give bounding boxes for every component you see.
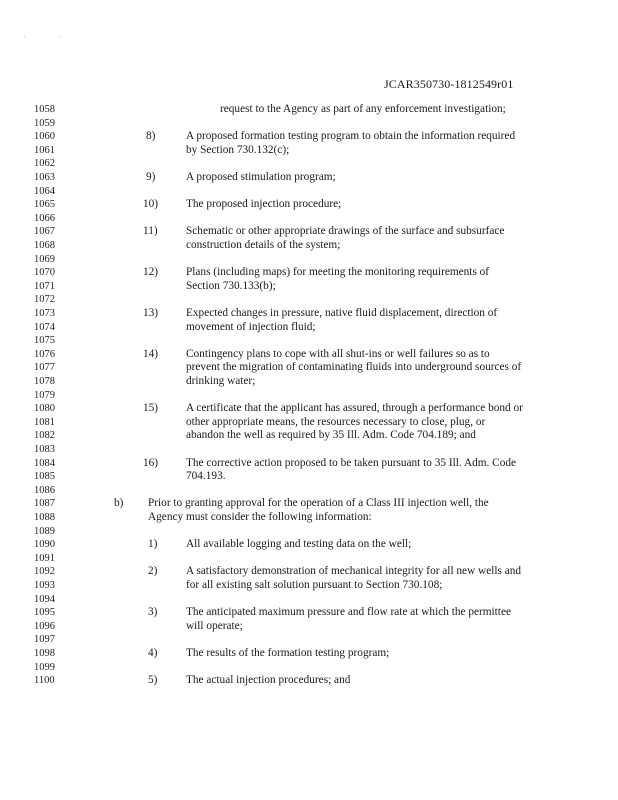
line-number: 1058 — [34, 104, 55, 115]
body-line: will operate; — [186, 619, 243, 632]
line-number: 1059 — [34, 117, 55, 129]
body-line: The corrective action proposed to be taken pursuant to 35 Ill. Adm. Code — [186, 456, 517, 469]
item-label: 8) — [146, 130, 156, 143]
line-number: 1091 — [34, 552, 55, 564]
body-line: Plans (including maps) for meeting the monitoring requirements of — [186, 266, 490, 279]
line-number: 1073 — [34, 308, 55, 319]
body-line: Agency must consider the following information: — [148, 511, 372, 523]
body-line: The actual injection procedures; and — [186, 674, 351, 687]
line-number: 1060 — [34, 131, 55, 143]
line-number: 1083 — [34, 444, 55, 455]
item-label: 4) — [148, 647, 158, 659]
line-number: 1088 — [34, 512, 55, 523]
line-number: 1082 — [34, 430, 55, 442]
line-number: 1070 — [34, 267, 55, 279]
line-number: 1084 — [34, 457, 55, 469]
line-number: 1077 — [34, 362, 55, 374]
scan-mark: ' — [24, 36, 26, 42]
scan-mark: ' — [60, 36, 62, 42]
line-number: 1093 — [34, 580, 55, 591]
line-number: 1076 — [34, 348, 55, 360]
item-label: 1) — [148, 538, 158, 551]
body-line: A proposed formation testing program to obtain the information required — [186, 130, 516, 143]
line-number: 1062 — [34, 158, 55, 170]
body-line: A satisfactory demonstration of mechanical integrity for all new wells and — [186, 565, 522, 578]
item-label: 16) — [143, 456, 159, 469]
line-number: 1097 — [34, 634, 55, 646]
line-number: 1068 — [34, 240, 55, 251]
body-line: Contingency plans to cope with all shut-ins or well failures so as to — [186, 347, 490, 360]
body-line: Expected changes in pressure, native fluid displacement, direction of — [186, 307, 498, 319]
body-line: Prior to granting approval for the operation of a Class III injection well, the — [148, 497, 489, 510]
body-line: construction details of the system; — [186, 239, 341, 251]
body-line: 704.193. — [186, 470, 226, 483]
item-label: 12) — [143, 266, 159, 279]
item-label: 5) — [148, 674, 158, 687]
line-number: 1079 — [34, 389, 55, 401]
line-number: 1067 — [34, 226, 55, 238]
body-line: request to the Agency as part of any enforcement investigation; — [220, 103, 506, 115]
line-number: 1094 — [34, 593, 55, 605]
item-label: 11) — [143, 225, 158, 238]
item-label: 15) — [143, 402, 159, 415]
document-id: JCAR350730-1812549r01 — [384, 77, 514, 91]
body-line: by Section 730.132(c); — [186, 143, 290, 156]
line-number: 1086 — [34, 484, 55, 496]
line-number: 1072 — [34, 294, 55, 306]
line-number: 1090 — [34, 539, 55, 551]
item-label: 10) — [143, 198, 159, 211]
body-line: The proposed injection procedure; — [186, 198, 342, 211]
line-number: 1098 — [34, 648, 55, 659]
line-number: 1065 — [34, 199, 55, 211]
item-label: 2) — [148, 565, 158, 578]
line-number: 1071 — [34, 280, 55, 292]
line-number: 1081 — [34, 416, 55, 428]
line-number: 1089 — [34, 525, 55, 537]
body-line: movement of injection fluid; — [186, 320, 316, 333]
line-number: 1061 — [34, 144, 55, 156]
body-line: The anticipated maximum pressure and flow rate at which the permittee — [186, 606, 511, 619]
body-line: other appropriate means, the resources necessary to close, plug, or — [186, 415, 486, 428]
line-number: 1092 — [34, 566, 55, 578]
line-number: 1096 — [34, 620, 55, 632]
line-number: 1075 — [34, 335, 55, 347]
item-label: b) — [114, 497, 124, 510]
item-label: 14) — [143, 347, 159, 360]
body-line: Schematic or other appropriate drawings of the surface and subsurface — [186, 225, 505, 238]
body-line: The results of the formation testing program; — [186, 647, 390, 659]
body-line: drinking water; — [186, 375, 256, 387]
line-number: 1087 — [34, 498, 55, 510]
body-line: prevent the migration of contaminating fluids into underground sources of — [186, 361, 522, 374]
line-number: 1099 — [34, 661, 55, 673]
body-line: A proposed stimulation program; — [186, 171, 336, 183]
body-line: A certificate that the applicant has assured, through a performance bond or — [186, 402, 523, 415]
line-number: 1074 — [34, 321, 55, 333]
item-label: 3) — [148, 606, 158, 619]
line-number: 1085 — [34, 471, 55, 483]
line-number: 1095 — [34, 607, 55, 619]
line-number: 1100 — [34, 675, 55, 687]
body-line: All available logging and testing data on the well; — [186, 538, 412, 551]
body-line: Section 730.133(b); — [186, 279, 276, 292]
item-label: 13) — [143, 307, 159, 319]
body-line: abandon the well as required by 35 Ill. Adm. Code 704.189; and — [186, 429, 476, 442]
line-number: 1078 — [34, 376, 55, 387]
line-number: 1080 — [34, 403, 55, 415]
line-number: 1066 — [34, 212, 55, 224]
line-number: 1063 — [34, 172, 55, 183]
item-label: 9) — [146, 171, 156, 183]
line-number: 1064 — [34, 185, 55, 197]
body-line: for all existing salt solution pursuant to Section 730.108; — [186, 579, 443, 591]
line-number: 1069 — [34, 253, 55, 265]
